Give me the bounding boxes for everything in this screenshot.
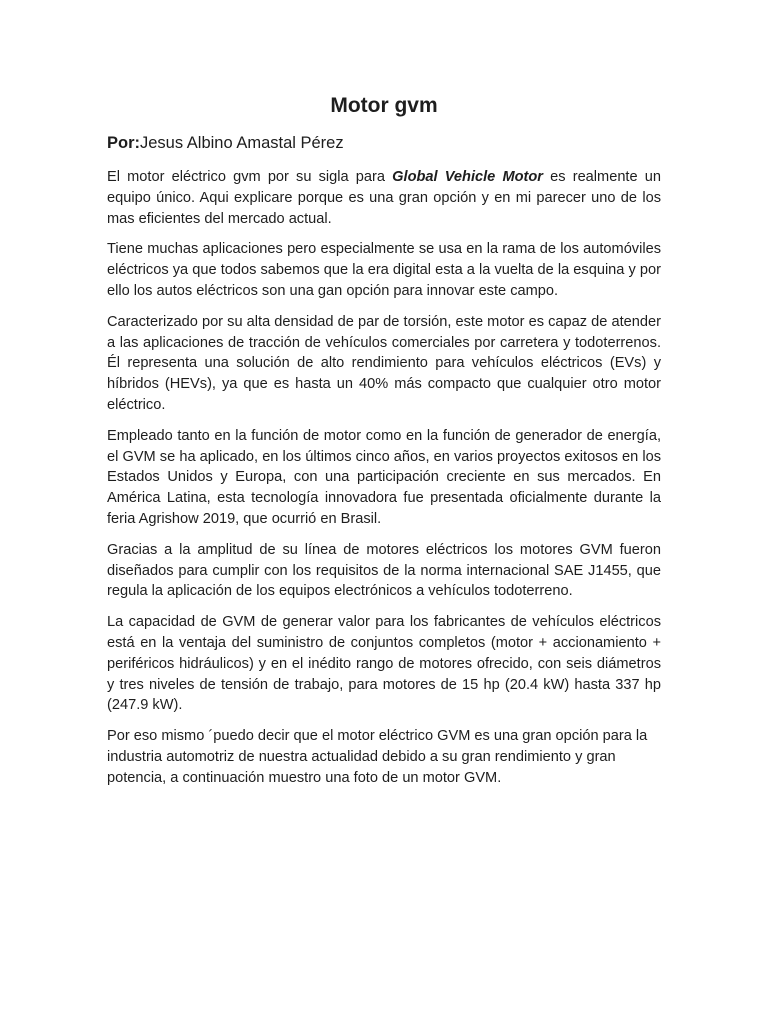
- document-body: [107, 167, 661, 799]
- paragraph-intro: [107, 167, 661, 229]
- paragraph-intro-after: es realmente un equipo único. Aqui explicare porque es una gran opción y en mi parecer uno de los mas eficientes del mercado actual.: [107, 169, 661, 227]
- author-label: Por:: [107, 134, 140, 152]
- paragraph-intro-emphasis: Global Vehicle Motor: [392, 169, 543, 185]
- paragraph-conclusion: Por eso mismo ´puedo decir que el motor eléctrico GVM es una gran opción para la industria automotriz de nuestra actualidad debido a su gran rendimiento y gran potencia, a continuación muestro una foto de un motor GVM.: [107, 728, 648, 787]
- document-title: Motor gvm: [330, 94, 438, 117]
- paragraph-value: La capacidad de GVM de generar valor para los fabricantes de vehículos eléctricos está en la ventaja del suministro de conjuntos completos (motor + accionamiento + periféricos hidráulicos) y en el inédito rango de motores ofrecido, con seis diámetros y tres niveles de tensión de trabajo, para motores de 15 hp (20.4 kW) hasta 337 hp (247.9 kW).: [107, 614, 661, 714]
- paragraph-torque: Caracterizado por su alta densidad de par de torsión, este motor es capaz de atender a las aplicaciones de tracción de vehículos comerciales por carretera y todoterrenos. Él representa una solución de alto rendimiento para vehículos eléctricos (EVs) y híbridos (HEVs), ya que es hasta un 40% más compacto que cualquier otro motor eléctrico.: [107, 313, 661, 413]
- paragraph-standards: Gracias a la amplitud de su línea de motores eléctricos los motores GVM fueron diseñados para cumplir con los requisitos de la norma internacional SAE J1455, que regula la aplicación de los equipos electrónicos a vehículos todoterreno.: [107, 541, 661, 600]
- paragraph-intro-before: El motor eléctrico gvm por su sigla para: [107, 169, 393, 185]
- paragraph-generator: Empleado tanto en la función de motor como en la función de generador de energía, el GVM se ha aplicado, en los últimos cinco años, en varios proyectos exitosos en los Estados Unidos y Europa, con una participación creciente en sus mercados. En América Latina, esta tecnología innovadora fue presentada oficialmente durante la feria Agrishow 2019, que ocurrió en Brasil.: [107, 427, 661, 527]
- author-line: [107, 131, 344, 155]
- author-name: Jesus Albino Amastal Pérez: [140, 134, 344, 152]
- paragraph-applications: Tiene muchas aplicaciones pero especialmente se usa en la rama de los automóviles eléctricos ya que todos sabemos que la era digital esta a la vuelta de la esquina y por ello los autos eléctricos son una gan opción para innovar este campo.: [107, 241, 661, 299]
